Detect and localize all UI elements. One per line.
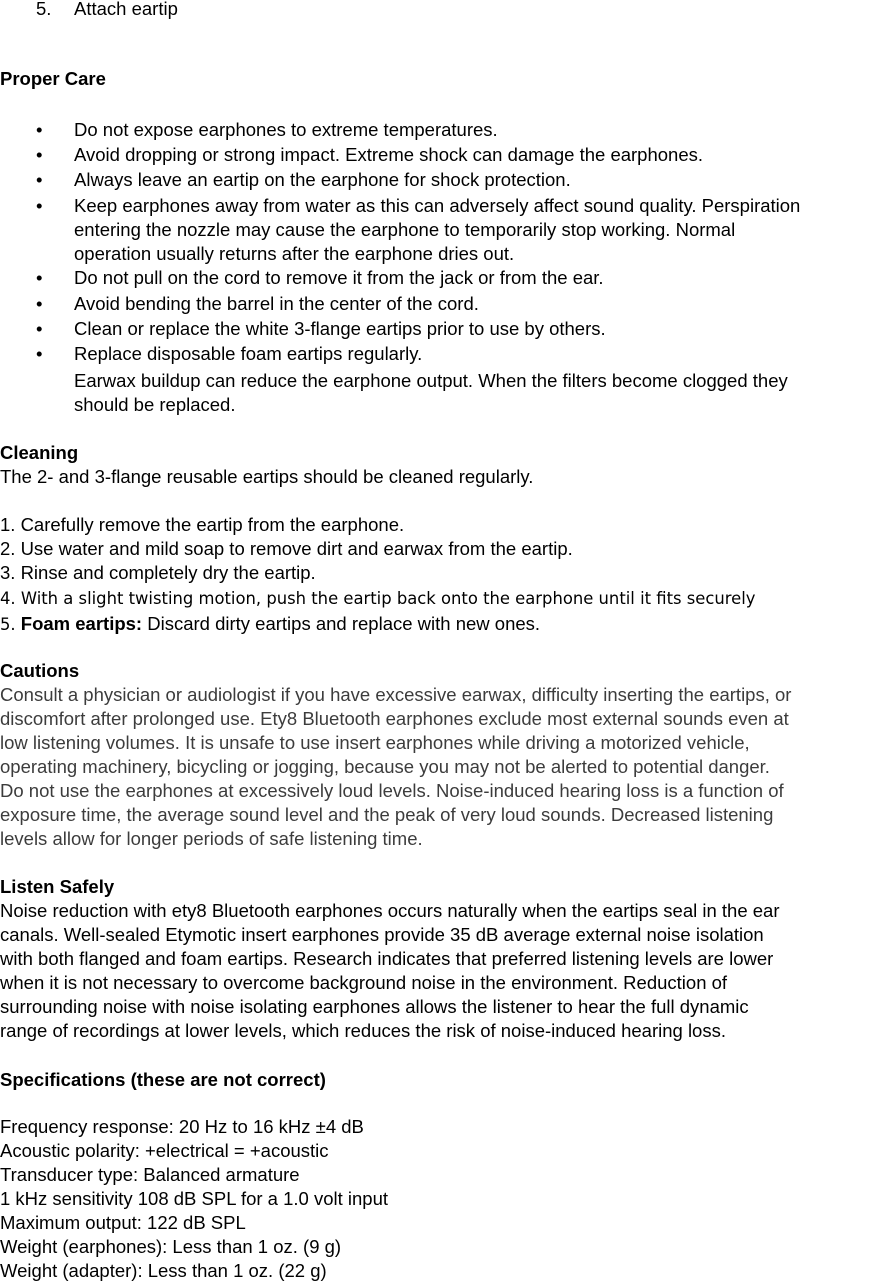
step-5-text: Attach eartip: [74, 0, 178, 19]
cautions-line: low listening volumes. It is unsafe to use insert earphones while driving a motorized vehicle,: [0, 732, 750, 753]
cautions-line: Do not use the earphones at excessively loud levels. Noise-induced hearing loss is a function of: [0, 780, 784, 801]
bullet-icon: [36, 292, 46, 316]
bullet-icon: [36, 143, 46, 167]
list-item: Do not expose earphones to extreme temperatures.: [74, 119, 498, 140]
list-item-continuation: operation usually returns after the earphone dries out.: [74, 243, 515, 264]
cleaning-step: 1. Carefully remove the eartip from the earphone.: [0, 514, 405, 535]
list-item: Keep earphones away from water as this can adversely affect sound quality. Perspiration: [74, 195, 801, 216]
list-item-continuation: entering the nozzle may cause the earphone to temporarily stop working. Normal: [74, 219, 736, 240]
cleaning-step-5-number: 5.: [0, 615, 16, 634]
cautions-line: Consult a physician or audiologist if you have excessive earwax, difficulty inserting the eartips, or: [0, 684, 792, 705]
cleaning-step-5-text: Discard dirty eartips and replace with new ones.: [142, 613, 541, 634]
bullet-icon: [36, 266, 46, 290]
proper-care-note: should be replaced.: [74, 394, 236, 415]
cautions-heading: Cautions: [0, 660, 80, 681]
specifications-heading: Specifications (these are not correct): [0, 1069, 326, 1090]
list-item: Replace disposable foam eartips regularly.: [74, 343, 423, 364]
cautions-line: discomfort after prolonged use. Ety8 Bluetooth earphones exclude most external sounds even at: [0, 708, 789, 729]
listen-safely-line: range of recordings at lower levels, which reduces the risk of noise-induced hearing loss.: [0, 1020, 726, 1041]
cleaning-step: 3. Rinse and completely dry the eartip.: [0, 562, 316, 583]
bullet-icon: [36, 342, 46, 366]
list-item: Always leave an eartip on the earphone for shock protection.: [74, 169, 571, 190]
cautions-line: levels allow for longer periods of safe listening time.: [0, 828, 423, 849]
bullet-icon: [36, 194, 46, 218]
step-5-number: 5.: [36, 0, 52, 19]
listen-safely-line: when it is not necessary to overcome background noise in the environment. Reduction of: [0, 972, 728, 993]
list-item: Clean or replace the white 3-flange eartips prior to use by others.: [74, 318, 606, 339]
foam-eartips-label: Foam eartips:: [20, 613, 143, 634]
spec-line: Acoustic polarity: +electrical = +acoustic: [0, 1140, 329, 1161]
listen-safely-heading: Listen Safely: [0, 876, 115, 897]
proper-care-note: Earwax buildup can reduce the earphone output. When the filters become clogged they: [74, 370, 788, 391]
cleaning-intro: The 2- and 3-flange reusable eartips should be cleaned regularly.: [0, 466, 534, 487]
listen-safely-line: surrounding noise with noise isolating earphones allows the listener to hear the full dynamic: [0, 996, 749, 1017]
listen-safely-line: with both flanged and foam eartips. Research indicates that preferred listening levels are lower: [0, 948, 774, 969]
spec-line: Transducer type: Balanced armature: [0, 1164, 300, 1185]
bullet-icon: [36, 168, 46, 192]
cautions-line: operating machinery, bicycling or jogging, because you may not be alerted to potential danger.: [0, 756, 770, 777]
listen-safely-line: canals. Well-sealed Etymotic insert earphones provide 35 dB average external noise isolation: [0, 924, 764, 945]
listen-safely-line: Noise reduction with ety8 Bluetooth earphones occurs naturally when the eartips seal in the ear: [0, 900, 780, 921]
spec-line: Frequency response: 20 Hz to 16 kHz ±4 dB: [0, 1116, 364, 1137]
list-item: Do not pull on the cord to remove it from the jack or from the ear.: [74, 267, 604, 288]
cautions-line: exposure time, the average sound level and the peak of very loud sounds. Decreased listening: [0, 804, 774, 825]
cleaning-heading: Cleaning: [0, 442, 79, 463]
list-item: Avoid dropping or strong impact. Extreme shock can damage the earphones.: [74, 144, 704, 165]
cleaning-step: 2. Use water and mild soap to remove dirt and earwax from the eartip.: [0, 538, 573, 559]
proper-care-heading: Proper Care: [0, 68, 106, 89]
spec-line: Weight (earphones): Less than 1 oz. (9 g): [0, 1236, 342, 1257]
bullet-icon: [36, 317, 46, 341]
list-item: Avoid bending the barrel in the center of the cord.: [74, 293, 479, 314]
bullet-icon: [36, 118, 46, 142]
spec-line: 1 kHz sensitivity 108 dB SPL for a 1.0 volt input: [0, 1188, 389, 1209]
cleaning-step: 4. With a slight twisting motion, push the eartip back onto the earphone until it fits securely: [0, 589, 756, 608]
spec-line: Maximum output: 122 dB SPL: [0, 1212, 246, 1233]
spec-line: Weight (adapter): Less than 1 oz. (22 g): [0, 1260, 327, 1281]
cleaning-step-5: [0, 612, 540, 637]
